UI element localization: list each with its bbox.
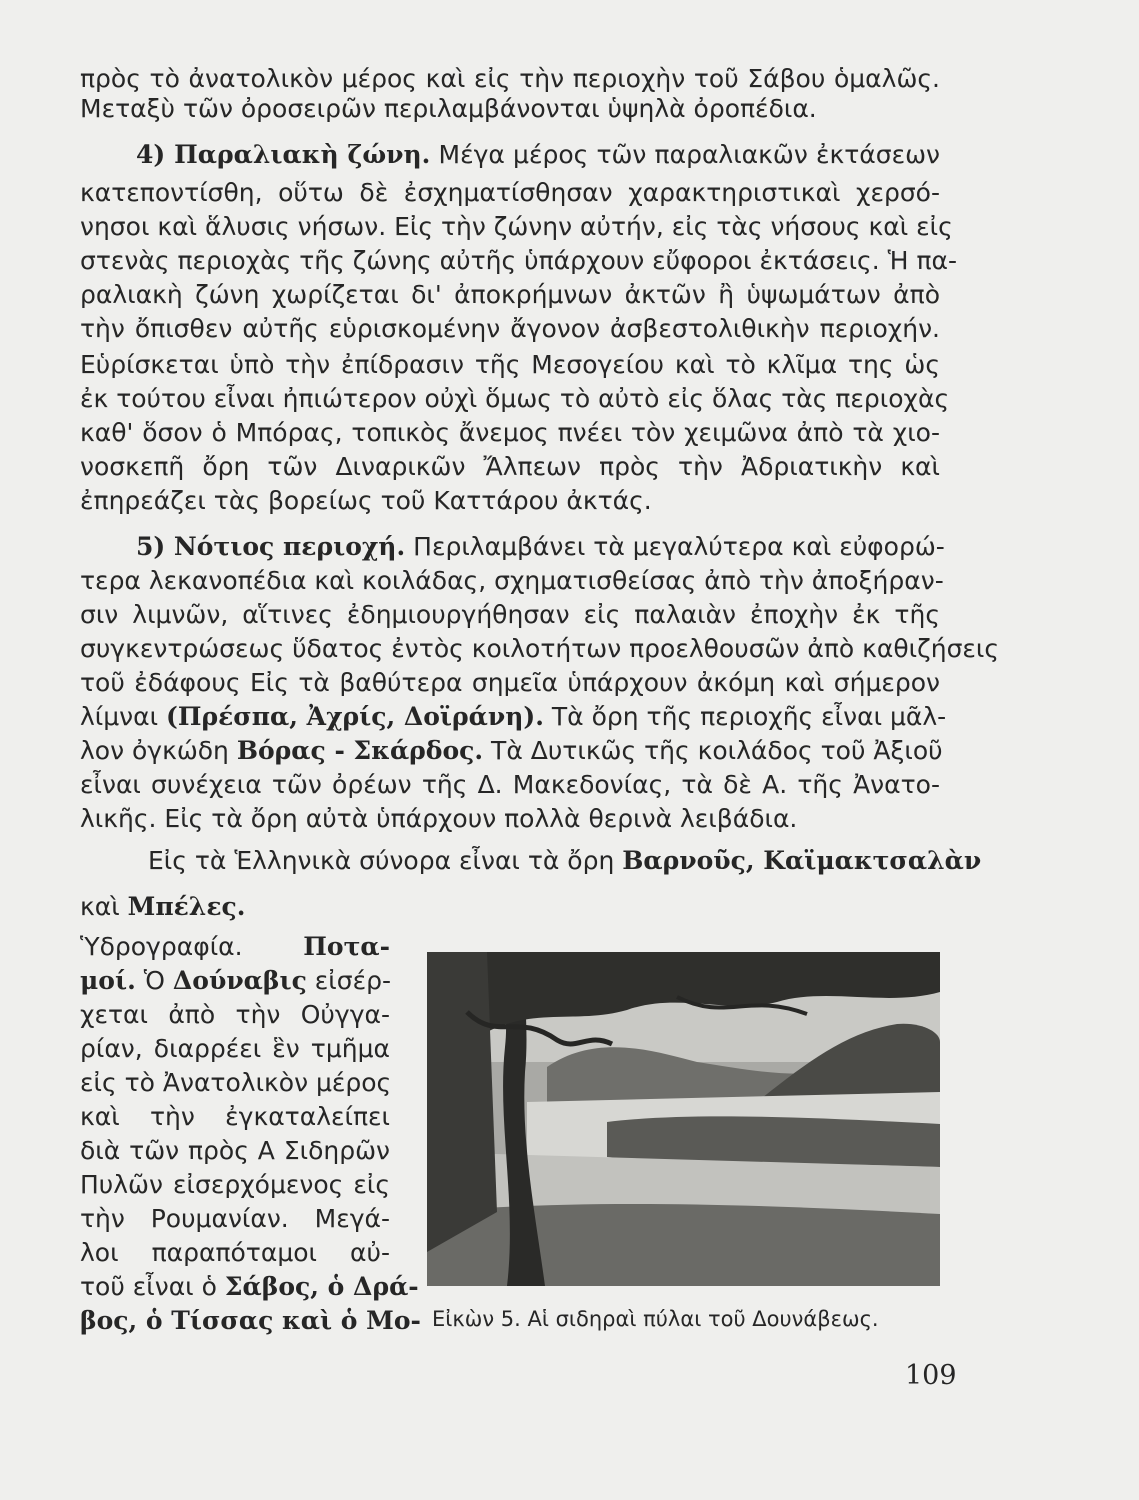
text-line: τερα λεκανοπέδια καὶ κοιλάδας, σχηματισθείσας ἀπὸ τὴν ἀποξήραν- bbox=[80, 566, 944, 595]
text-line bbox=[80, 892, 940, 922]
section-heading-south-region: 5) Νότιος περιοχή. bbox=[136, 532, 406, 561]
text-line bbox=[80, 702, 947, 732]
text-line bbox=[80, 846, 982, 876]
text-line: νοσκεπῆ ὄρη τῶν Διναρικῶν Ἄλπεων πρὸς τὴν Ἀδριατικὴν καὶ bbox=[80, 452, 940, 481]
figure-caption: Εἰκὼν 5. Αἱ σιδηραὶ πύλαι τοῦ Δουνάβεως. bbox=[432, 1307, 879, 1331]
text-span: λον ὀγκώδη bbox=[80, 736, 229, 765]
rivers-heading: Ποτα- bbox=[303, 932, 390, 961]
danube-name: Δούναβις bbox=[172, 966, 307, 995]
mountain-names: Βόρας - Σκάρδος. bbox=[236, 736, 484, 765]
text-span: Τὰ Δυτικῶς τῆς κοιλάδος τοῦ Ἀξιοῦ bbox=[491, 736, 943, 765]
text-line: λικῆς. Εἰς τὰ ὄρη αὐτὰ ὑπάρχουν πολλὰ θερινὰ λειβάδια. bbox=[80, 804, 798, 833]
hydro-line bbox=[80, 932, 390, 962]
text-line: ραλιακὴ ζώνη χωρίζεται δι' ἀποκρήμνων ἀκτῶν ἢ ὑψωμάτων ἀπὸ bbox=[80, 280, 940, 309]
text-span: εἰσέρ- bbox=[314, 966, 392, 995]
hydro-line bbox=[80, 966, 390, 996]
hydro-line: εἰς τὸ Ἀνατολικὸν μέρος bbox=[80, 1068, 392, 1097]
hydrography-heading: Ὑδρογραφία. bbox=[80, 932, 243, 961]
hydro-line: Πυλῶν εἰσερχόμενος εἰς bbox=[80, 1170, 390, 1199]
text-span: Τὰ ὄρη τῆς περιοχῆς εἶναι μᾶλ- bbox=[551, 702, 947, 731]
hydro-line: καὶ τὴν ἐγκαταλείπει bbox=[80, 1102, 390, 1131]
text-line: ἐκ τούτου εἶναι ἠπιώτερον οὐχὶ ὅμως τὸ αὐτὸ εἰς ὅλας τὰς περιοχὰς bbox=[80, 384, 950, 413]
photo-illustration bbox=[427, 952, 940, 1286]
hydro-line: λοι παραπόταμοι αὐ- bbox=[80, 1238, 390, 1267]
text-line: ἐπηρεάζει τὰς βορείως τοῦ Καττάρου ἀκτάς. bbox=[80, 486, 652, 515]
text-line: τοῦ ἐδάφους Εἰς τὰ βαθύτερα σημεῖα ὑπάρχουν ἀκόμη καὶ σήμερον bbox=[80, 668, 940, 697]
rivers-heading-cont: μοί. bbox=[80, 966, 136, 995]
text-span: Μέγα μέρος τῶν παραλιακῶν ἐκτάσεων bbox=[438, 140, 940, 169]
iron-gates-photo bbox=[427, 952, 940, 1286]
text-line bbox=[80, 532, 945, 562]
text-span: Εἰς τὰ Ἑλληνικὰ σύνορα εἶναι τὰ ὄρη bbox=[148, 846, 615, 875]
text-line bbox=[80, 140, 940, 170]
text-line: Εὑρίσκεται ὑπὸ τὴν ἐπίδρασιν τῆς Μεσογείου καὶ τὸ κλῖμα της ὡς bbox=[80, 350, 940, 379]
text-span: καὶ bbox=[80, 892, 120, 921]
text-span: λίμναι bbox=[80, 702, 159, 731]
text-line bbox=[80, 736, 943, 766]
section-heading-coastal-zone: 4) Παραλιακὴ ζώνη. bbox=[136, 140, 431, 169]
sava-drava-names: Σάβος, ὁ Δρά- bbox=[224, 1272, 419, 1301]
beles-mountain: Μπέλες. bbox=[127, 892, 246, 921]
tributary-names: βος, ὁ Τίσσας καὶ ὁ Μο- bbox=[80, 1306, 421, 1335]
page-number: 109 bbox=[905, 1360, 957, 1391]
hydro-line bbox=[80, 1306, 421, 1336]
border-mountains: Βαρνοῦς, Καϊμακτσαλὰν bbox=[622, 846, 982, 875]
text-span: τοῦ εἶναι ὁ bbox=[80, 1272, 217, 1301]
text-line: συγκεντρώσεως ὕδατος ἐντὸς κοιλοτήτων προελθουσῶν ἀπὸ καθιζήσεις bbox=[80, 634, 1000, 663]
text-span: Ὁ bbox=[143, 966, 165, 995]
text-line: κατεποντίσθη, οὕτω δὲ ἐσχηματίσθησαν χαρακτηριστικαὶ χερσό- bbox=[80, 178, 940, 207]
text-line: νησοι καὶ ἅλυσις νήσων. Εἰς τὴν ζώνην αὐτήν, εἰς τὰς νήσους καὶ εἰς bbox=[80, 212, 953, 241]
text-line: τὴν ὄπισθεν αὐτῆς εὑρισκομένην ἄγονον ἀσβεστολιθικὴν περιοχήν. bbox=[80, 314, 940, 343]
text-line: καθ' ὅσον ὁ Μπόρας, τοπικὸς ἄνεμος πνέει τὸν χειμῶνα ἀπὸ τὰ χιο- bbox=[80, 418, 940, 447]
text-line: πρὸς τὸ ἀνατολικὸν μέρος καὶ εἰς τὴν περιοχὴν τοῦ Σάβου ὁμαλῶς. bbox=[80, 64, 940, 93]
lake-names: (Πρέσπα, Ἀχρίς, Δοϊράνη). bbox=[166, 702, 544, 731]
hydro-line: τὴν Ρουμανίαν. Μεγά- bbox=[80, 1204, 390, 1233]
text-span: Περιλαμβάνει τὰ μεγαλύτερα καὶ εὐφορώ- bbox=[413, 532, 945, 561]
hydro-line bbox=[80, 1272, 419, 1302]
hydro-line: διὰ τῶν πρὸς Α Σιδηρῶν bbox=[80, 1136, 390, 1165]
text-line: σιν λιμνῶν, αἵτινες ἐδημιουργήθησαν εἰς παλαιὰν ἐποχὴν ἐκ τῆς bbox=[80, 600, 940, 629]
hydro-line: ρίαν, διαρρέει ἓν τμῆμα bbox=[80, 1034, 390, 1063]
text-line: εἶναι συνέχεια τῶν ὀρέων τῆς Δ. Μακεδονίας, τὰ δὲ Α. τῆς Ἀνατο- bbox=[80, 770, 940, 799]
hydro-line: χεται ἀπὸ τὴν Οὐγγα- bbox=[80, 1000, 390, 1029]
text-line: στενὰς περιοχὰς τῆς ζώνης αὐτῆς ὑπάρχουν εὔφοροι ἐκτάσεις. Ἡ πα- bbox=[80, 246, 958, 275]
text-line: Μεταξὺ τῶν ὀροσειρῶν περιλαμβάνονται ὑψηλὰ ὀροπέδια. bbox=[80, 94, 817, 123]
